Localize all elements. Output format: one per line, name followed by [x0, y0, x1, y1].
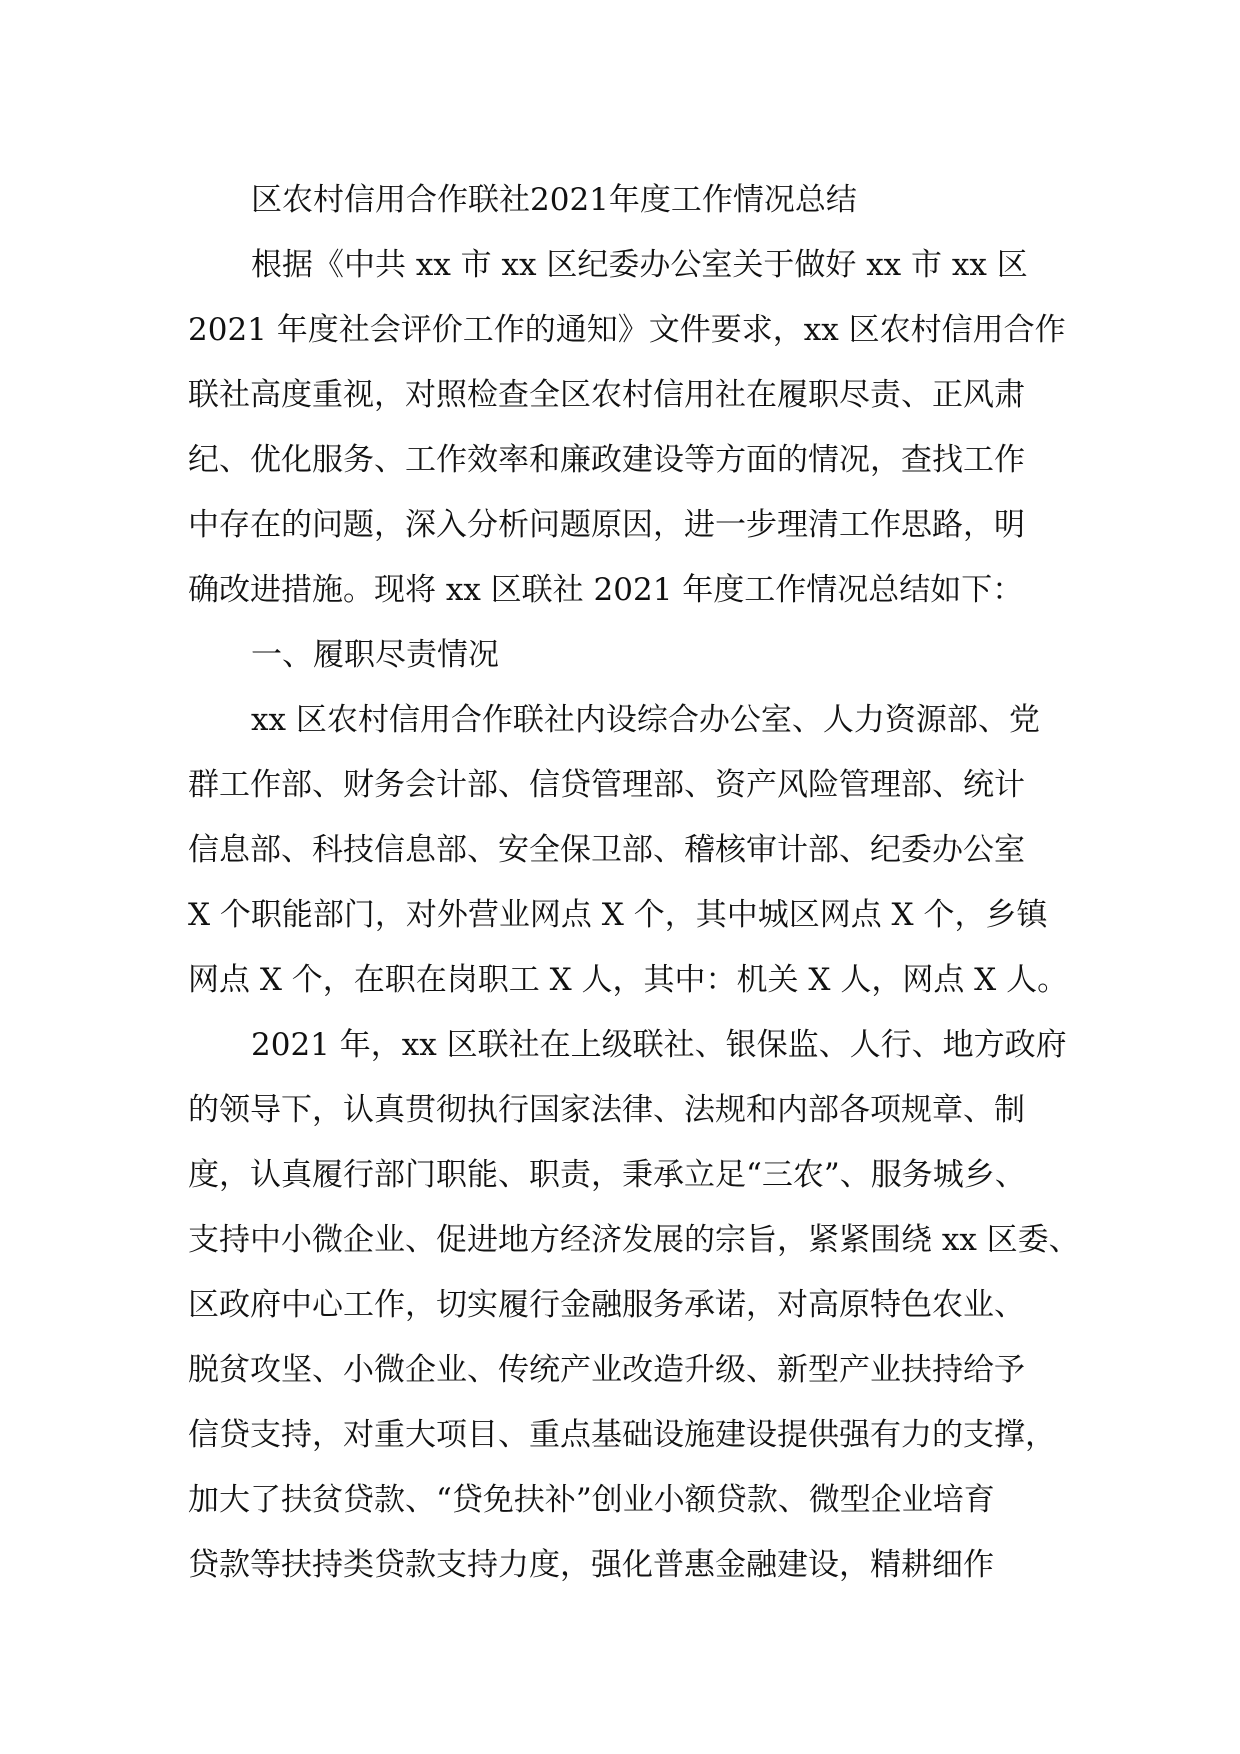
paragraph-1-line-3: 联社高度重视，对照检查全区农村信用社在履职尽责、正风肃 — [188, 377, 1025, 413]
section-paragraph-2-line-9: 贷款等扶持类贷款支持力度，强化普惠金融建设，精耕细作 — [188, 1547, 994, 1583]
paragraph-1-line-2: 2021 年度社会评价工作的通知》文件要求，xx 区农村信用合作 — [188, 312, 1066, 348]
section-paragraph-2-line-3: 度，认真履行部门职能、职责，秉承立足“三农”、服务城乡、 — [188, 1157, 1026, 1193]
section-paragraph-1-line-3: 信息部、科技信息部、安全保卫部、稽核审计部、纪委办公室 — [188, 832, 1025, 868]
paragraph-1-line-1: 根据《中共 xx 市 xx 区纪委办公室关于做好 xx 市 xx 区 — [251, 247, 1028, 283]
paragraph-1-line-4: 纪、优化服务、工作效率和廉政建设等方面的情况，查找工作 — [188, 442, 1025, 478]
section-paragraph-2-line-4: 支持中小微企业、促进地方经济发展的宗旨，紧紧围绕 xx 区委、 — [188, 1222, 1080, 1258]
section-paragraph-2-line-6: 脱贫攻坚、小微企业、传统产业改造升级、新型产业扶持给予 — [188, 1352, 1025, 1388]
document-body — [188, 168, 1078, 1598]
section-paragraph-2-line-7: 信贷支持，对重大项目、重点基础设施建设提供强有力的支撑， — [188, 1417, 1056, 1453]
section-paragraph-2-line-2: 的领导下，认真贯彻执行国家法律、法规和内部各项规章、制 — [188, 1092, 1025, 1128]
section-paragraph-2-line-8: 加大了扶贫贷款、“贷免扶补”创业小额贷款、微型企业培育 — [188, 1482, 995, 1518]
document-title: 区农村信用合作联社2021年度工作情况总结 — [251, 182, 857, 218]
paragraph-1-line-5: 中存在的问题，深入分析问题原因，进一步理清工作思路，明 — [188, 507, 1025, 543]
section-paragraph-1-line-4: X 个职能部门，对外营业网点 X 个，其中城区网点 X 个，乡镇 — [188, 897, 1048, 933]
section-paragraph-2-line-5: 区政府中心工作，切实履行金融服务承诺，对高原特色农业、 — [188, 1287, 1025, 1323]
section-heading: 一、履职尽责情况 — [251, 637, 499, 673]
paragraph-1-line-6: 确改进措施。现将 xx 区联社 2021 年度工作情况总结如下： — [188, 572, 1024, 608]
section-paragraph-1-line-5: 网点 X 个，在职在岗职工 X 人，其中：机关 X 人，网点 X 人。 — [188, 962, 1069, 998]
section-paragraph-1-line-2: 群工作部、财务会计部、信贷管理部、资产风险管理部、统计 — [188, 767, 1025, 803]
section-paragraph-2-line-1: 2021 年，xx 区联社在上级联社、银保监、人行、地方政府 — [251, 1027, 1067, 1063]
section-paragraph-1-line-1: xx 区农村信用合作联社内设综合办公室、人力资源部、党 — [251, 702, 1040, 738]
